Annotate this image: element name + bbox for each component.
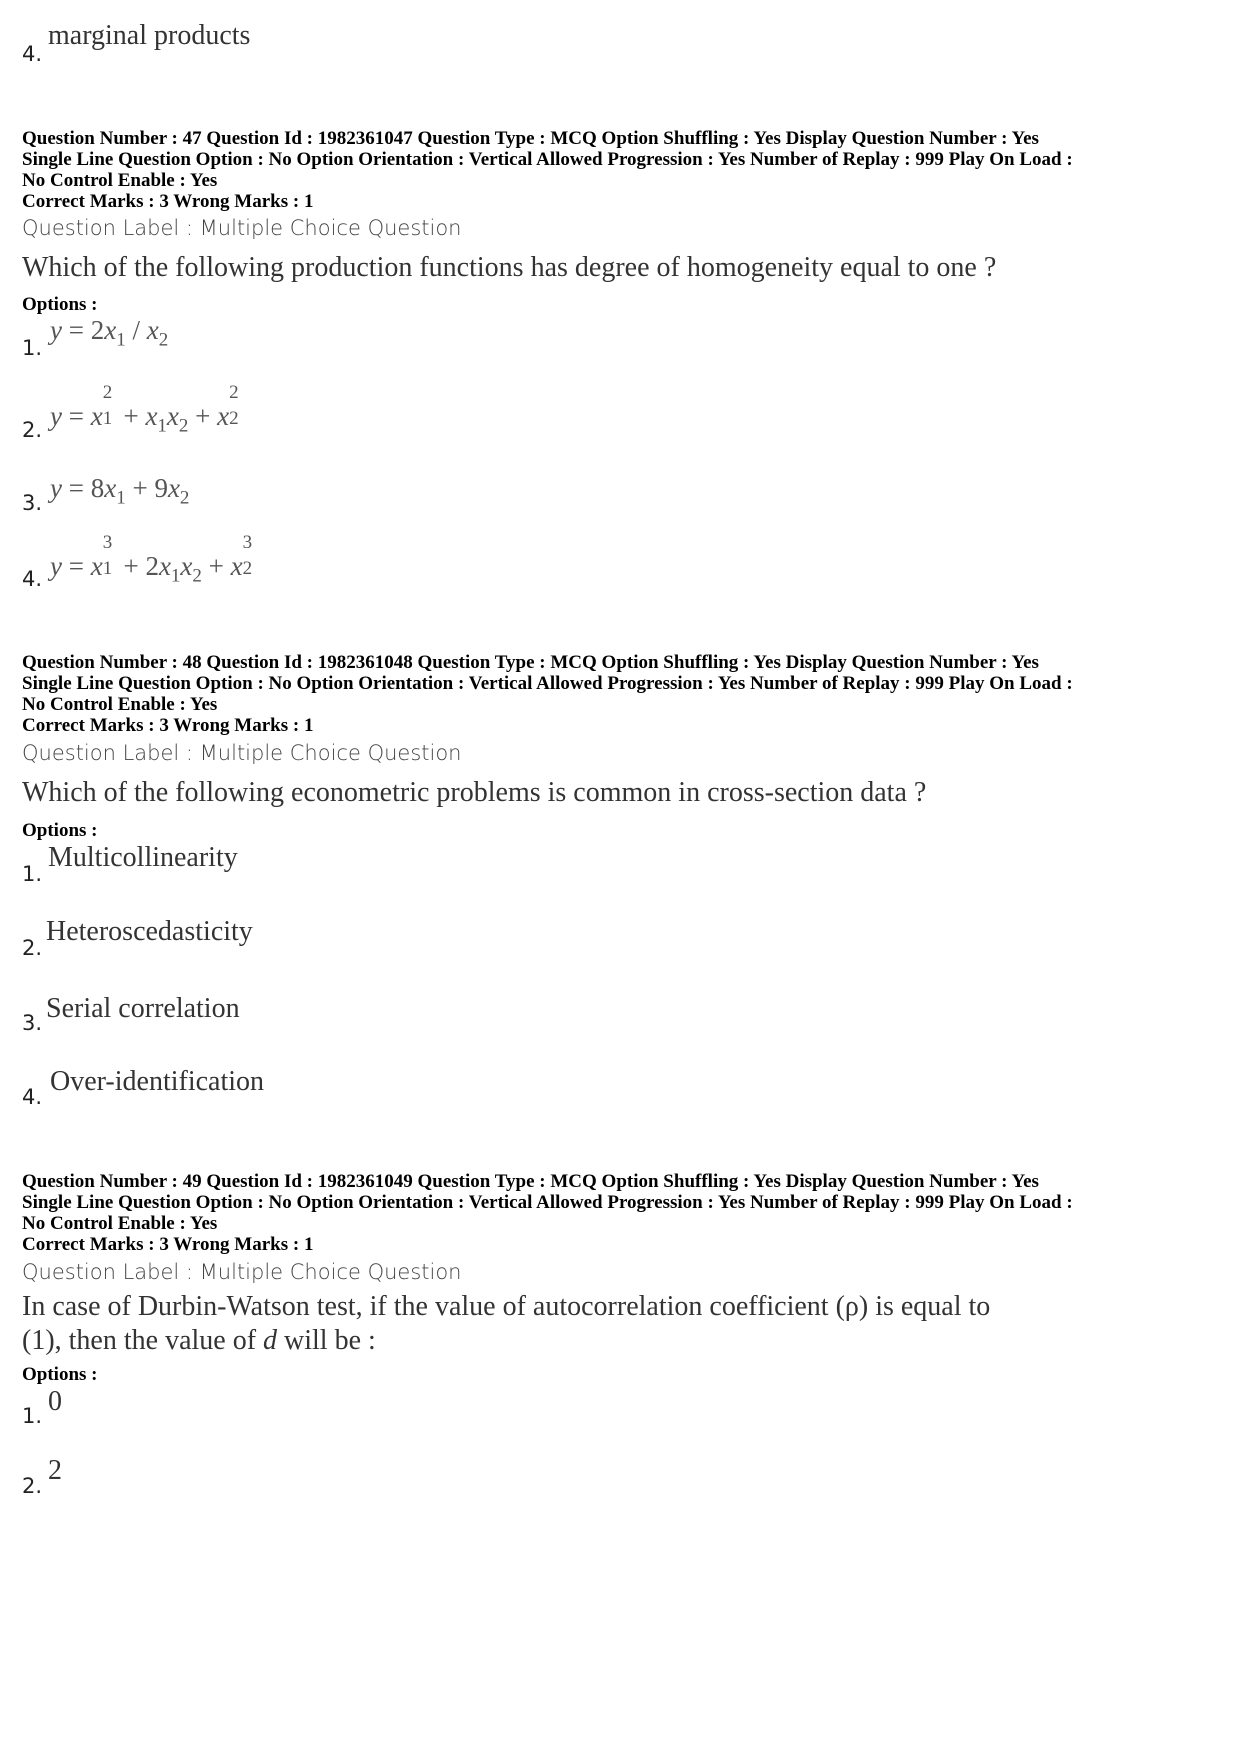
question-47-text: Which of the following production functions has degree of homogeneity equal to one ? (22, 252, 997, 283)
question-49-marks: Correct Marks : 3 Wrong Marks : 1 (22, 1234, 314, 1255)
question-48-label: Question Label : Multiple Choice Question (22, 741, 462, 765)
q48-option-3-text: Serial correlation (46, 993, 240, 1024)
option-number: 4. (22, 42, 43, 66)
q49-option-2-number: 2. (22, 1474, 43, 1498)
question-47-label: Question Label : Multiple Choice Question (22, 216, 462, 240)
question-48-marks: Correct Marks : 3 Wrong Marks : 1 (22, 715, 314, 736)
q48-option-2-text: Heteroscedasticity (46, 916, 253, 947)
question-49-label: Question Label : Multiple Choice Question (22, 1260, 462, 1284)
question-48-options-heading: Options : (22, 820, 98, 841)
question-48-text: Which of the following econometric problems is common in cross-section data ? (22, 777, 927, 808)
question-49-meta: Question Number : 49 Question Id : 1982361049 Question Type : MCQ Option Shuffling : Yes Display Question Number : Yes Single Line Question Option : No Option Orientation : Vertical Allowed Progression : Yes Number of Replay : 999 Play On Load : No Control Enable : Yes (22, 1171, 1073, 1234)
q47-option-4-number: 4. (22, 567, 43, 591)
question-49-options-heading: Options : (22, 1364, 98, 1385)
question-47-meta: Question Number : 47 Question Id : 1982361047 Question Type : MCQ Option Shuffling : Yes Display Question Number : Yes Single Line Question Option : No Option Orientation : Vertical Allowed Progression : Yes Number of Replay : 999 Play On Load : No Control Enable : Yes (22, 128, 1073, 191)
q48-option-4-text: Over-identification (50, 1066, 265, 1097)
question-49-text-line-1: In case of Durbin-Watson test, if the value of autocorrelation coefficient (ρ) is equal to (22, 1291, 991, 1322)
q49-option-1-number: 1. (22, 1404, 43, 1428)
question-49-text-line-2: (1), then the value of d will be : (22, 1325, 376, 1356)
q47-option-1-number: 1. (22, 336, 43, 360)
q48-option-2-number: 2. (22, 936, 43, 960)
q47-option-3-number: 3. (22, 491, 43, 515)
question-47-options-heading: Options : (22, 294, 98, 315)
q48-option-1-number: 1. (22, 862, 43, 886)
q47-option-2-formula: y = x 2 1 + $x_1x_2 + x$ 2 2 (50, 382, 239, 437)
q49-option-1-text: 0 (48, 1386, 62, 1417)
q47-option-3-formula: $y = 8x_1 + 9x_2$ (50, 473, 190, 509)
q47-option-2-number: 2. (22, 418, 43, 442)
q48-option-1-text: Multicollinearity (48, 842, 238, 873)
question-48-meta: Question Number : 48 Question Id : 1982361048 Question Type : MCQ Option Shuffling : Yes Display Question Number : Yes Single Line Question Option : No Option Orientation : Vertical Allowed Progression : Yes Number of Replay : 999 Play On Load : No Control Enable : Yes (22, 652, 1073, 715)
q47-option-4-formula: y = x 3 1 + $2x_1x_2 + x$ 3 2 (50, 532, 253, 587)
q48-option-4-number: 4. (22, 1085, 43, 1109)
option-text: marginal products (48, 20, 251, 51)
question-47-marks: Correct Marks : 3 Wrong Marks : 1 (22, 191, 314, 212)
q47-option-1-formula: $y = 2x_1 / x_2$ (50, 315, 169, 351)
q49-option-2-text: 2 (48, 1455, 62, 1486)
question-49-text (22, 1290, 990, 1358)
q48-option-3-number: 3. (22, 1011, 43, 1035)
